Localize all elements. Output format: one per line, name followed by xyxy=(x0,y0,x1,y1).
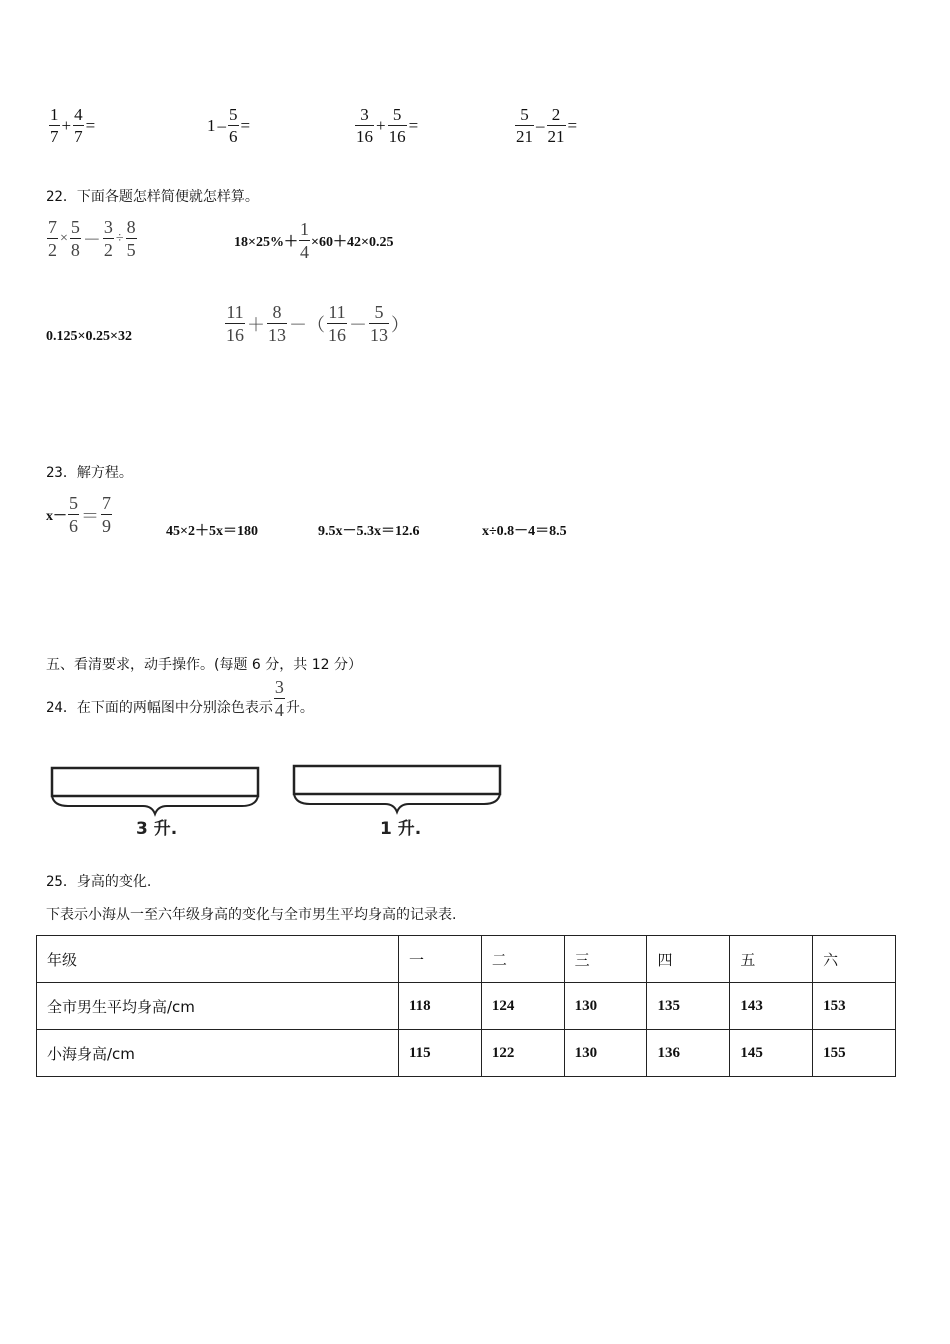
q25-intro: 下表示小海从一至六年级身高的变化与全市男生平均身高的记录表. xyxy=(46,907,457,923)
fillable-bar[interactable] xyxy=(294,766,500,794)
fraction: $\frac{3}{2}$ xyxy=(103,217,113,260)
section-5-title: 五、看清要求，动手操作。(每题 6 分，共 12 分） xyxy=(46,657,362,673)
fraction: $\frac{2}{21}$ xyxy=(547,105,565,146)
fraction: $\frac{7}{9}$ xyxy=(102,493,111,536)
q22-expr-3: 0.125×0.25×32 xyxy=(46,329,132,344)
equals-sign: = xyxy=(240,115,251,135)
q22-expr-1 xyxy=(46,218,138,259)
question-number: 24． xyxy=(46,700,77,716)
plus-sign: + xyxy=(376,115,386,135)
question-number: 25． xyxy=(46,874,77,890)
table-header-cell: 六 xyxy=(813,936,896,983)
q23-eq-1 xyxy=(46,494,113,535)
expression-suffix: ×60＋42×0.25 xyxy=(310,234,394,250)
brace-shape xyxy=(294,794,500,812)
fraction: $\frac{5}{13}$ xyxy=(370,302,388,345)
table-cell: 130 xyxy=(564,983,647,1030)
question-title: 下面各题怎样简便就怎样算。 xyxy=(76,189,259,205)
table-cell: 118 xyxy=(399,983,482,1030)
minus-sign: – xyxy=(217,115,226,135)
table-cell: 145 xyxy=(730,1030,813,1077)
q23-eq-4: x÷0.8－4＝8.5 xyxy=(482,524,567,539)
fraction: $\frac{4}{7}$ xyxy=(74,105,83,146)
row-label: 小海身高/cm xyxy=(37,1030,399,1077)
question-title: 解方程。 xyxy=(76,465,133,481)
table-header-cell: 三 xyxy=(564,936,647,983)
table-cell: 115 xyxy=(399,1030,482,1077)
fraction: $\frac{5}{6}$ xyxy=(69,493,78,536)
q23-eq-3: 9.5x－5.3x＝12.6 xyxy=(318,524,420,539)
q25-heading xyxy=(46,871,151,891)
table-cell: 136 xyxy=(647,1030,730,1077)
table-header-cell: 年级 xyxy=(37,936,399,983)
q22-expr-4 xyxy=(224,303,410,344)
table-cell: 130 xyxy=(564,1030,647,1077)
fraction: $\frac{11}{16}$ xyxy=(328,302,346,345)
figure-label: 1 升. xyxy=(380,819,422,839)
equals-sign: = xyxy=(567,115,578,135)
table-row xyxy=(37,1030,896,1077)
figure-1-liter xyxy=(290,762,504,838)
q22-expr-2 xyxy=(234,220,393,261)
minus-open-paren: －（ xyxy=(289,314,325,335)
table-cell: 143 xyxy=(730,983,813,1030)
brace-shape xyxy=(52,796,258,814)
minus-sign: － xyxy=(82,229,101,250)
figure-label: 3 升. xyxy=(136,819,178,839)
fraction: $\frac{8}{13}$ xyxy=(268,302,286,345)
q23-eq-2: 45×2＋5x＝180 xyxy=(166,524,258,539)
height-table xyxy=(36,935,896,1077)
fraction: $\frac{11}{16}$ xyxy=(226,302,244,345)
minus-sign: – xyxy=(536,115,545,135)
fraction: $\frac{7}{2}$ xyxy=(48,217,57,260)
fraction: $\frac{8}{5}$ xyxy=(126,217,136,260)
q21-expr-4 xyxy=(514,106,578,145)
expression-prefix: 18×25%＋ xyxy=(234,234,298,250)
table-header-cell: 五 xyxy=(730,936,813,983)
table-cell: 153 xyxy=(813,983,896,1030)
divide-sign: ÷ xyxy=(115,230,124,246)
question-title-suffix: 升。 xyxy=(285,700,314,716)
fraction: $\frac{5}{8}$ xyxy=(70,217,80,260)
q22-heading xyxy=(46,186,259,206)
q21-expr-3 xyxy=(354,106,419,145)
figure-3-liters xyxy=(48,764,262,840)
row-label: 全市男生平均身高/cm xyxy=(37,983,399,1030)
fraction: $\frac{5}{16}$ xyxy=(388,105,406,146)
question-title: 身高的变化. xyxy=(76,874,152,890)
table-cell: 124 xyxy=(481,983,564,1030)
table-row xyxy=(37,983,896,1030)
fraction: $\frac{5}{6}$ xyxy=(229,105,238,146)
table-cell: 122 xyxy=(481,1030,564,1077)
minus-sign: － xyxy=(349,314,367,335)
plus-sign: + xyxy=(61,115,72,135)
fraction: $\frac{3}{4}$ xyxy=(274,677,284,720)
q23-heading xyxy=(46,462,133,482)
table-header-row xyxy=(37,936,896,983)
q21-expr-1 xyxy=(48,106,96,145)
plus-sign: ＋ xyxy=(247,314,265,335)
fraction: $\frac{1}{7}$ xyxy=(50,105,59,146)
question-title: 在下面的两幅图中分别涂色表示 xyxy=(76,700,273,716)
q24-heading xyxy=(46,678,314,719)
table-header-cell: 一 xyxy=(399,936,482,983)
table-header-cell: 四 xyxy=(647,936,730,983)
table-cell: 135 xyxy=(647,983,730,1030)
operand: 1 xyxy=(207,115,216,135)
question-number: 22． xyxy=(46,189,77,205)
fraction: $\frac{1}{4}$ xyxy=(299,219,309,262)
equals-sign: ＝ xyxy=(81,505,99,526)
close-paren: ） xyxy=(391,314,409,335)
times-sign: × xyxy=(60,230,68,246)
equals-sign: = xyxy=(408,115,419,135)
fraction: $\frac{3}{16}$ xyxy=(356,105,373,146)
fraction: $\frac{5}{21}$ xyxy=(516,105,533,146)
q21-expr-2 xyxy=(206,106,251,145)
fillable-bar[interactable] xyxy=(52,768,258,796)
question-number: 23． xyxy=(46,465,77,481)
equals-sign: = xyxy=(85,115,96,135)
table-header-cell: 二 xyxy=(481,936,564,983)
table-cell: 155 xyxy=(813,1030,896,1077)
equation-prefix: x－ xyxy=(46,508,67,524)
